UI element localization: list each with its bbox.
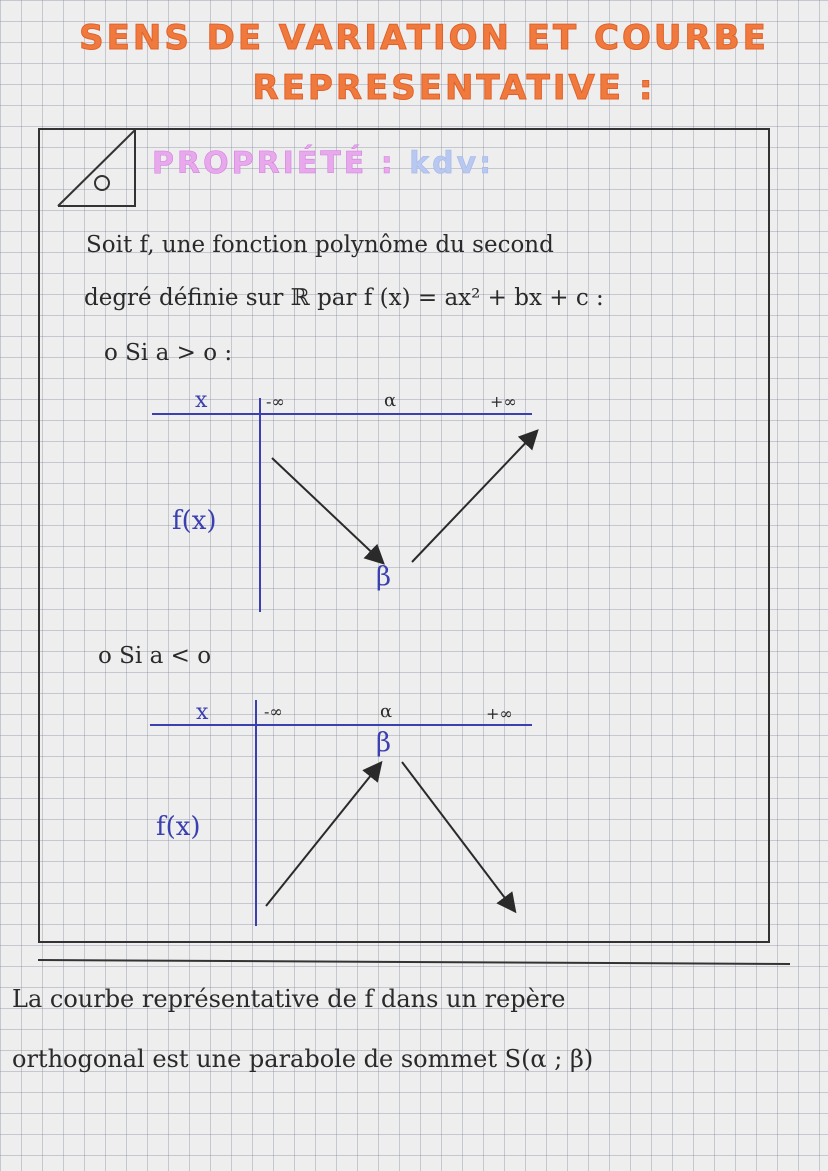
condition-a-negative: o Si a < o bbox=[98, 643, 212, 669]
beta-maximum: β bbox=[376, 728, 392, 758]
property-tag: kdv: bbox=[409, 146, 495, 181]
alpha-value: α bbox=[380, 701, 393, 722]
definition-line-2: degré définie sur ℝ par f (x) = ax² + bx + c : bbox=[84, 285, 604, 311]
fx-label: f(x) bbox=[156, 812, 201, 842]
alpha-value: α bbox=[384, 390, 397, 411]
increasing-arrow bbox=[266, 764, 380, 906]
x-header: x bbox=[195, 388, 208, 413]
definition-line-1: Soit f, une fonction polynôme du second bbox=[86, 232, 554, 258]
variation-table-positive bbox=[152, 398, 536, 612]
decreasing-arrow bbox=[272, 458, 382, 562]
plus-infinity: +∞ bbox=[490, 392, 517, 411]
variation-table-negative bbox=[150, 700, 532, 926]
plus-infinity: +∞ bbox=[486, 704, 513, 723]
page-title: SENS DE VARIATION ET COURBE bbox=[79, 18, 769, 58]
conclusion-line-1: La courbe représentative de f dans un repère bbox=[12, 985, 566, 1013]
decreasing-arrow bbox=[402, 762, 514, 910]
x-header: x bbox=[196, 700, 209, 725]
condition-a-positive: o Si a > o : bbox=[104, 340, 233, 366]
minus-infinity: -∞ bbox=[266, 392, 285, 411]
fx-label: f(x) bbox=[172, 506, 217, 536]
page-title-continued: REPRESENTATIVE : bbox=[252, 68, 656, 108]
property-label: PROPRIÉTÉ : bbox=[152, 146, 396, 181]
minus-infinity: -∞ bbox=[264, 702, 283, 721]
frame-bottom-rule bbox=[38, 960, 790, 964]
increasing-arrow bbox=[412, 432, 536, 562]
conclusion-line-2: orthogonal est une parabole de sommet S(α ; β) bbox=[12, 1045, 594, 1073]
beta-minimum: β bbox=[376, 562, 392, 592]
